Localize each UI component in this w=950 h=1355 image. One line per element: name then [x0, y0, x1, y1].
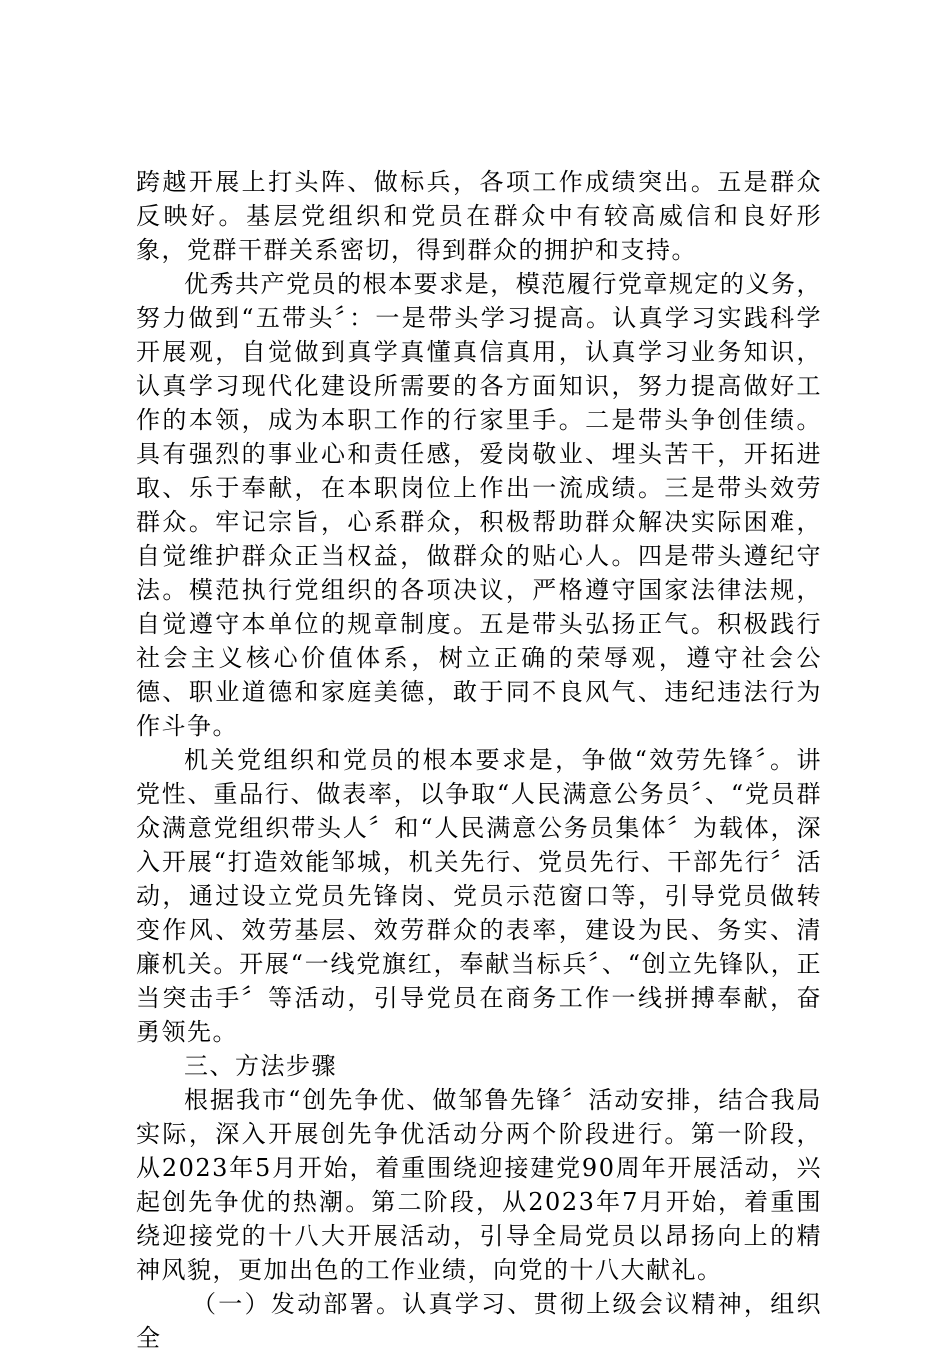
- paragraph-stages: 根据我市“创先争优、做邹鲁先锋〞活动安排，结合我局实际，深入开展创先争优活动分两个阶段进行。第一阶段，从2023年5月开始，着重围绕迎接建党90周年开展活动，兴起创先争优的热潮。第二阶段，从2023年7月开始，着重围绕迎接党的十八大开展活动，引导全局党员以昂扬向上的精神风貌，更加出色的工作业绩，向党的十八大献礼。: [136, 1086, 822, 1284]
- paragraph-continuation: 跨越开展上打头阵、做标兵，各项工作成绩突出。五是群众反映好。基层党组织和党员在群众中有较高威信和良好形象，党群干群关系密切，得到群众的拥护和支持。: [136, 168, 822, 264]
- paragraph-mobilization: （一）发动部署。认真学习、贯彻上级会议精神，组织全: [136, 1290, 822, 1352]
- section-heading-methods: 三、方法步骤: [184, 1052, 337, 1080]
- paragraph-agency-requirements: 机关党组织和党员的根本要求是，争做“效劳先锋〞。讲党性、重品行、做表率，以争取“人民满意公务员〞、“党员群众满意党组织带头人〞和“人民满意公务员集体〞为载体，深入开展“打造效能邹城，机关先行、党员先行、干部先行〞活动，通过设立党员先锋岗、党员示范窗口等，引导党员做转变作风、效劳基层、效劳群众的表率，建设为民、务实、清廉机关。开展“一线党旗红，奉献当标兵〞、“创立先锋队，正当突击手〞等活动，引导党员在商务工作一线拼搏奉献，奋勇领先。: [136, 746, 822, 1046]
- paragraph-party-member-requirements: 优秀共产党员的根本要求是，模范履行党章规定的义务，努力做到“五带头〞：一是带头学习提高。认真学习实践科学开展观，自觉做到真学真懂真信真用，认真学习业务知识，认真学习现代化建设所需要的各方面知识，努力提高做好工作的本领，成为本职工作的行家里手。二是带头争创佳绩。具有强烈的事业心和责任感，爱岗敬业、埋头苦干，开拓进取、乐于奉献，在本职岗位上作出一流成绩。三是带头效劳群众。牢记宗旨，心系群众，积极帮助群众解决实际困难，自觉维护群众正当权益，做群众的贴心人。四是带头遵纪守法。模范执行党组织的各项决议，严格遵守国家法律法规，自觉遵守本单位的规章制度。五是带头弘扬正气。积极践行社会主义核心价值体系，树立正确的荣辱观，遵守社会公德、职业道德和家庭美德，敢于同不良风气、违纪违法行为作斗争。: [136, 270, 822, 740]
- document-body: [136, 165, 822, 1355]
